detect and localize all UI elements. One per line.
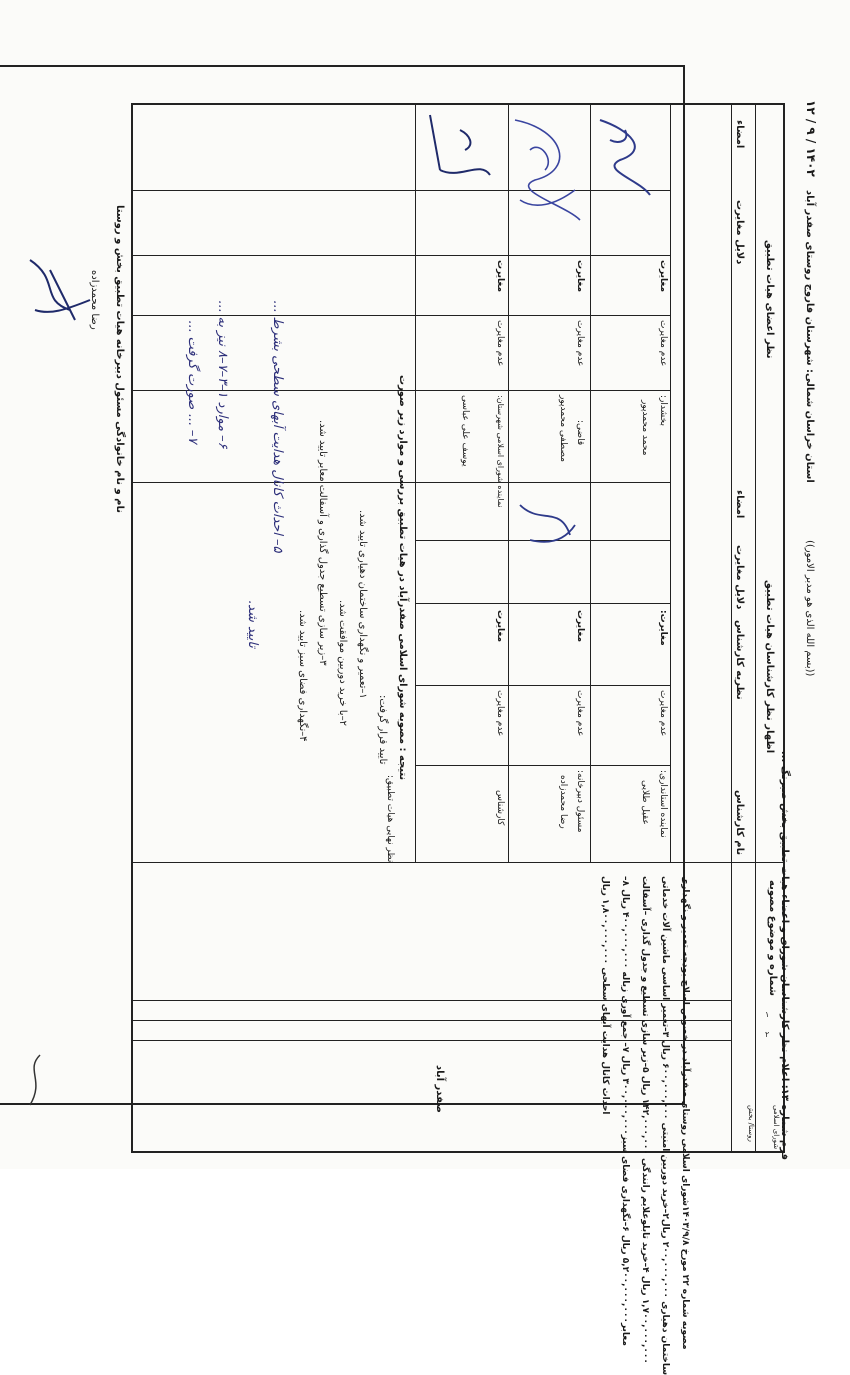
signature-expert-1 (510, 495, 585, 555)
col-reasons-members: دلایل مغایرت (734, 200, 745, 265)
member-2-role: قاضی: (575, 420, 585, 446)
resolution-line-1: مصوبه شماره ۲۲ مورخ ۱۴۰۳/۹/۸شورای اسلامی روستای صفدرآباد در خصوص اصلاح بودجه تعمیر و نگهداری (680, 876, 690, 1350)
form-title: فرم شماره ۱۳: اعلام نظر کارشناسان شورای و اعضاء هیات تطبیق بخش صیرنگ ... (779, 750, 790, 1160)
resolution-line-2: ساختمان دهیاری ۲۰۰,۰۰۰,۰۰۰ ریال۲–خرید دوربین امنیتی ۶۰۰,۰۰۰,۰۰۰ ریال ۳–تعمیر اساسی ماشین آلات خدماتی (660, 876, 670, 1375)
final-view-label: نظر نهایی هیات تطبیق: (385, 775, 395, 863)
footer-label: نام و نام خانوادگی مسئول دبیرخانه هیات تطبیق بخش و روستا (114, 205, 125, 514)
result-item-2: ۲–با خرید دوربین موافقت شد. (337, 600, 348, 726)
expert-2-view2: مغایرت (575, 610, 585, 643)
member-1-person: محمد محمدپور (640, 400, 650, 456)
village-name: صفدر آباد (434, 1065, 445, 1113)
handwritten-line-4: ۷– ... صورت گرفت ... (185, 320, 200, 444)
member-2-view1: عدم مغایرت (575, 320, 585, 367)
handwritten-line-1: ۵– احداث کانال هدایت آبهای سطحی بشرط ... (270, 300, 285, 553)
resolution-line-4: معابر۵,۲۰۰,۰۰۰,۰۰۰ ریال ۶–نگهداری فضای سبز۳۰۰,۰۰۰,۰۰۰ ریال ۷– جمع آوری زباله ۴۰۰,۰۰۰,۰۰۰ ریال ۸– (620, 876, 630, 1346)
expert-1-view2: مغایرت: (658, 610, 668, 646)
handwritten-line-3: ۶– موارد ۱–۳–۷–۸ نیز به ... (215, 300, 230, 449)
member-1-role: بخشدار: (658, 395, 668, 426)
expert-1-person: عقیل طلایی (640, 780, 650, 825)
signature-member-1 (590, 110, 660, 200)
result-item-3: ۳–زیر سازی تسطیع جدول گذاری و آسفالت معابر تایید شد. (317, 420, 328, 666)
handwritten-line-2: تایید شد. (245, 600, 260, 648)
member-3-view2: مغایرت (495, 260, 505, 293)
col-members-opinion: نظر اعضای هیات تطبیق (764, 240, 775, 359)
member-2-person: مصطفی محمدپور (558, 395, 568, 462)
expert-2-view1: عدم مغایرت (575, 690, 585, 737)
col-reason: دلایل مغایرت (734, 545, 745, 610)
signature-stray (20, 1050, 50, 1110)
expert-1-view1: عدم مغایرت (658, 690, 668, 737)
result-line-2: تایید قرار گرفت: (377, 695, 388, 765)
signature-footer (20, 250, 100, 330)
expert-3-role: کارشناس (495, 790, 505, 826)
date: ۱۴۰۲ / ۹ / ۱۲ (804, 100, 818, 177)
result-line-1: نتیجه : مصوبه شورای اسلامی صفدرآباد در هیات تطبیق بررسی و موارد زیر صورت (397, 375, 408, 781)
member-3-role: نماینده شورای اسلامی شهرستان: (496, 395, 505, 508)
province-line: استان خراسان شمالی: شهرستان فاروج روستای صفدر آباد (804, 190, 815, 483)
member-3-view1: عدم مغایرت (495, 320, 505, 367)
expert-3-view1: عدم مغایرت (495, 690, 505, 737)
footer-name: رضا محمدزاده (89, 270, 100, 330)
side-row-label-2: شورای اسلامی (772, 1105, 780, 1150)
expert-2-person: رضا محمدزاده (558, 775, 568, 829)
resolution-line-3: ۱,۷۰۰,۰۰۰,۰۰۰ ریال ۴–خرید تابلوعلایم رانندگی ۱۴۲,۰۰۰,۰۰۰ ریال ۵–زیر سازی تسطیع و جدول گذاری –آسفالت (640, 876, 650, 1364)
bismillah: ((بسم الله الذی هو مدبر الامور)) (804, 540, 815, 677)
signature-member-2 (505, 110, 590, 230)
col-signature: امضاء (734, 490, 745, 519)
signature-member-3 (420, 110, 505, 190)
col-resolution-number: شماره و موضوع مصوبه (767, 880, 778, 996)
resolution-line-5: احداث کانال هدایت آبهای سطحی ۱,۸۰۰,۰۰۰,۰۰۰ ریال (600, 876, 610, 1115)
side-col-num-1: ۱ (765, 1010, 770, 1019)
col-expert-name: نام کارشناس (734, 790, 745, 856)
result-item-4: ۴–نگهداری فضای سبز تایید شد. (297, 610, 308, 742)
member-1-view2: مغایرت (658, 260, 668, 293)
member-1-view1: عدم مغایرت (658, 320, 668, 367)
col-sign-members: امضاء (734, 120, 745, 149)
col-expert-opinion: اظهار نظر کارشناسان هیات تطبیق (764, 580, 775, 754)
result-item-1: ۱–تعمیر و نگهداری ساختمان دهیاری تایید شد. (357, 510, 368, 699)
member-2-view2: مغایرت (575, 260, 585, 293)
expert-3-view2: مغایرت (495, 610, 505, 643)
side-col-num-2: ۲ (765, 1030, 770, 1039)
expert-2-role: مسئول دبیرخانه: (575, 770, 585, 833)
expert-1-role: نماینده استانداری: (658, 770, 668, 838)
member-3-person: یوسف علی عباسی (460, 395, 470, 467)
side-row-label-1: روستا/ بخش (747, 1105, 755, 1142)
col-expert-view: نظریه کارشناس (734, 620, 745, 700)
